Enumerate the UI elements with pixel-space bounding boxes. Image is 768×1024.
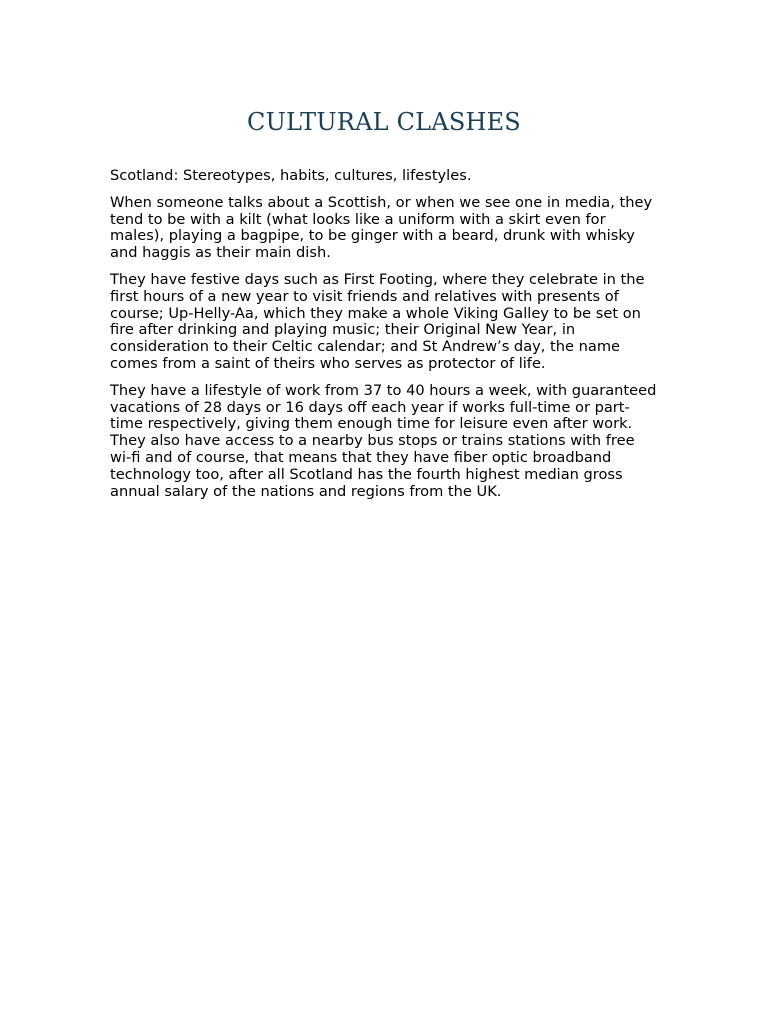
paragraph-lifestyle: They have a lifestyle of work from 37 to 40 hours a week, with guaranteed vacations of 28 days or 16 days off each year if works full-time or part-time respectively, giving them enough time for leisure even after work. They also have access to a nearby bus stops or trains stations with free wi-fi and of course, that means that they have fiber optic broadband technology too, after all Scotland has the fourth highest median gross annual salary of the nations and regions from the UK.	[110, 381, 657, 500]
paragraph-festive-days: They have festive days such as First Footing, where they celebrate in the first hours of a new year to visit friends and relatives with presents of course; Up-Helly-Aa, which they make a whole Viking Galley to be set on fire after drinking and playing music; their Original New Year, in consideration to their Celtic calendar; and St Andrew’s day, the name comes from a saint of theirs who serves as protector of life.	[110, 270, 645, 372]
document-body	[110, 168, 658, 510]
paragraph-intro: Scotland: Stereotypes, habits, cultures, lifestyles.	[110, 167, 472, 184]
paragraph-stereotypes: When someone talks about a Scottish, or when we see one in media, they tend to be with a kilt (what looks like a uniform with a skirt even for males), playing a bagpipe, to be ginger with a beard, drunk with whisky and haggis as their main dish.	[110, 193, 653, 262]
page-title: CULTURAL CLASHES	[247, 108, 521, 136]
